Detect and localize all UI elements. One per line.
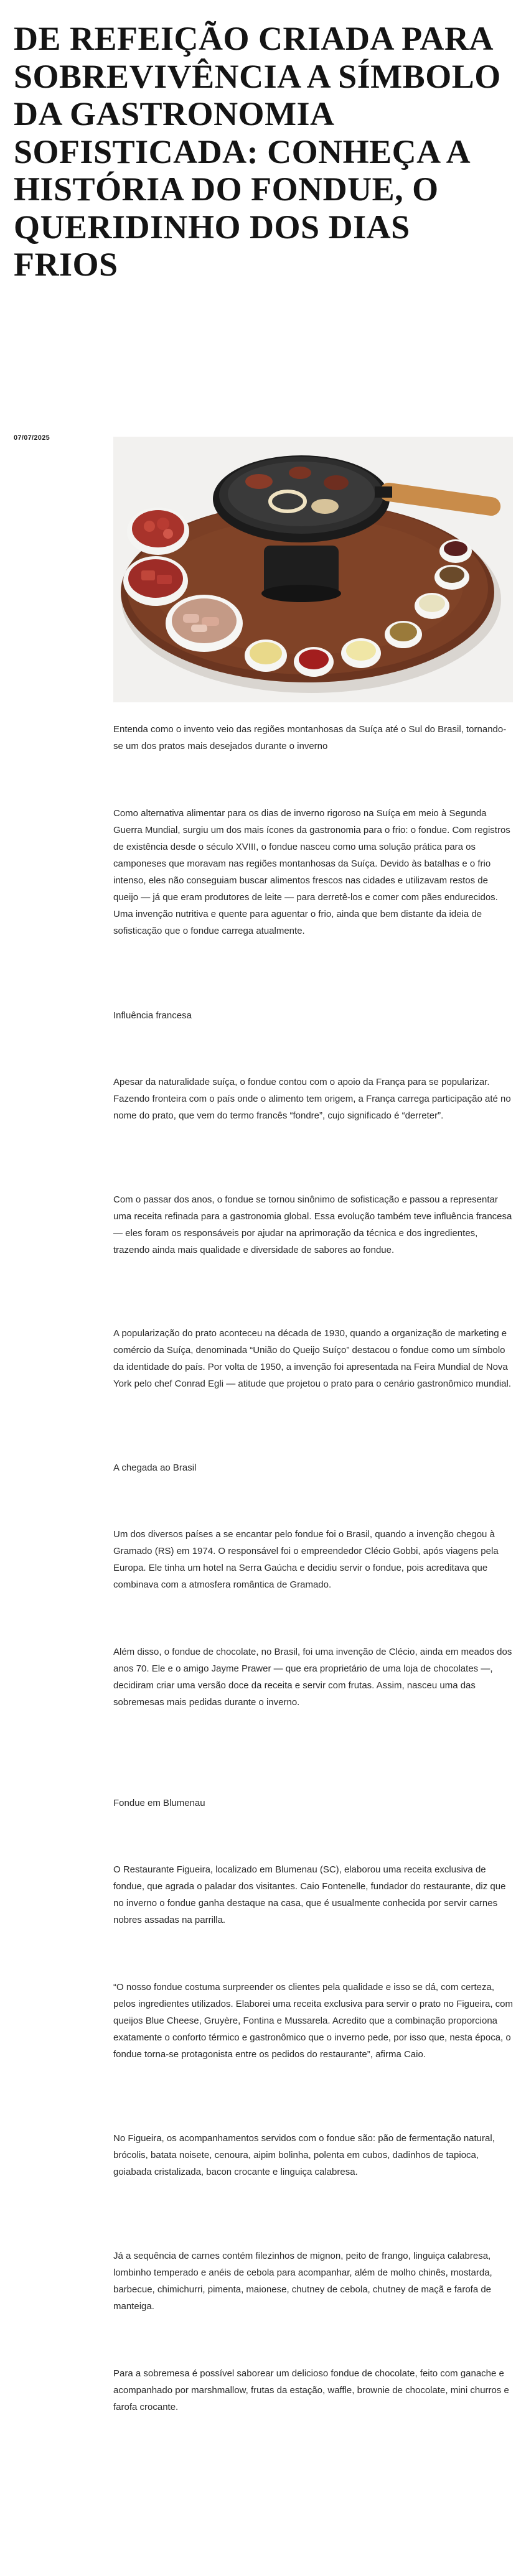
- section-heading: Fondue em Blumenau: [113, 1798, 205, 1808]
- article-paragraph: O Restaurante Figueira, localizado em Blumenau (SC), elaborou uma receita exclusiva de fondue, que agrada o paladar dos visitantes. Caio Fontenelle, fundador do restaurante, diz que no inverno o fondue ganha destaque na casa, que é usualmente conhecida por servir carnes nobres assadas na parrilla.: [113, 1864, 506, 1925]
- article-paragraph: Como alternativa alimentar para os dias de inverno rigoroso na Suíça em meio à Segunda Guerra Mundial, surgiu um dos mais ícones da gastronomia para o frio: o fondue. Com registros de existência desde o século XVIII, o fondue nasceu como uma solução prática para os camponeses que moravam nas regiões montanhosas da Suíça. Devido às batalhas e o frio intenso, eles não conseguiam buscar alimentos frescos nas cidades e utilizavam restos de queijo — já que eram produtores de leite — para derretê-los e comer com pães endurecidos. Uma invenção nutritiva e quente para aguentar o frio, ainda que bem distante da ideia de sofisticação que o fondue carrega atualmente.: [113, 808, 510, 936]
- article-paragraph: Um dos diversos países a se encantar pelo fondue foi o Brasil, quando a invenção chegou à Gramado (RS) em 1974. O responsável foi o empreendedor Clécio Gobbi, após viagens pela Europa. Ele tinha um hotel na Serra Gaúcha e decidiu servir o fondue, pois acreditava que combinava com a atmosfera romântica de Gramado.: [113, 1529, 499, 1590]
- section-heading: A chegada ao Brasil: [113, 1462, 197, 1473]
- article-quote: “O nosso fondue costuma surpreender os clientes pela qualidade e isso se dá, com certeza, pelos ingredientes utilizados. Elaborei uma receita exclusiva para servir o prato no Figueira, com queijos Blue Cheese, Gruyère, Fontina e Mussarela. Acredito que a combinação proporciona exatamente o conforto térmico e gastronômico que o inverno pede, por isso que, nesta época, o fondue torna-se protagonista entre os pedidos do restaurante”, afirma Caio.: [113, 1982, 513, 2060]
- article-paragraph: Além disso, o fondue de chocolate, no Brasil, foi uma invenção de Clécio, ainda em meados dos anos 70. Ele e o amigo Jayme Prawer — que era proprietário de uma loja de chocolates —, decidiram criar uma versão doce da receita e servir com frutas. Assim, nasceu uma das sobremesas mais pedidas durante o inverno.: [113, 1647, 512, 1708]
- section-heading: Influência francesa: [113, 1010, 192, 1021]
- article-paragraph: No Figueira, os acompanhamentos servidos com o fondue são: pão de fermentação natural, brócolis, batata noisete, cenoura, aipim bolinha, polenta em cubos, dadinhos de tapioca, goiabada cristalizada, bacon crocante e linguiça calabresa.: [113, 2133, 495, 2177]
- article-paragraph: Com o passar dos anos, o fondue se tornou sinônimo de sofisticação e passou a representar uma receita refinada para a gastronomia global. Essa evolução também teve influência francesa — eles foram os responsáveis por ajudar na aprimoração da técnica e dos ingredientes, trazendo ainda mais qualidade e diversidade de sabores ao fondue.: [113, 1194, 512, 1255]
- fondue-photo: [113, 437, 513, 702]
- publish-date: 07/07/2025: [14, 434, 50, 442]
- article-paragraph: Já a sequência de carnes contém filezinhos de mignon, peito de frango, linguiça calabresa, lombinho temperado e anéis de cebola para acompanhar, além de molho chinês, mostarda, barbecue, chimichurri, pimenta, maionese, chutney de cebola, chutney de maçã e farofa de manteiga.: [113, 2251, 492, 2312]
- article-headline: DE REFEIÇÃO CRIADA PARA SOBREVIVÊNCIA A SÍMBOLO DA GASTRONOMIA SOFISTICADA: CONHEÇA A HISTÓRIA DO FONDUE, O QUERIDINHO DOS DIAS FRIOS: [14, 20, 501, 283]
- article-lead: Entenda como o invento veio das regiões montanhosas da Suíça até o Sul do Brasil, tornando-se um dos pratos mais desejados durante o inverno: [113, 724, 507, 751]
- article-paragraph: Para a sobremesa é possível saborear um delicioso fondue de chocolate, feito com ganache e acompanhado por marshmallow, frutas da estação, waffle, brownie de chocolate, mini churros e farofa crocante.: [113, 2368, 509, 2412]
- article-paragraph: A popularização do prato aconteceu na década de 1930, quando a organização de marketing e comércio da Suíça, denominada “União do Queijo Suíço” destacou o fondue como um símbolo da identidade do país. Por volta de 1950, a invenção foi apresentada na Feira Mundial de Nova York pelo chef Conrad Egli — atitude que projetou o prato para o cenário gastronômico mundial.: [113, 1328, 512, 1389]
- article-paragraph: Apesar da naturalidade suíça, o fondue contou com o apoio da França para se popularizar. Fazendo fronteira com o país onde o alimento tem origem, a França carrega participação até no nome do prato, que vem do termo francês “fondre”, cujo significado é “derreter”.: [113, 1077, 511, 1121]
